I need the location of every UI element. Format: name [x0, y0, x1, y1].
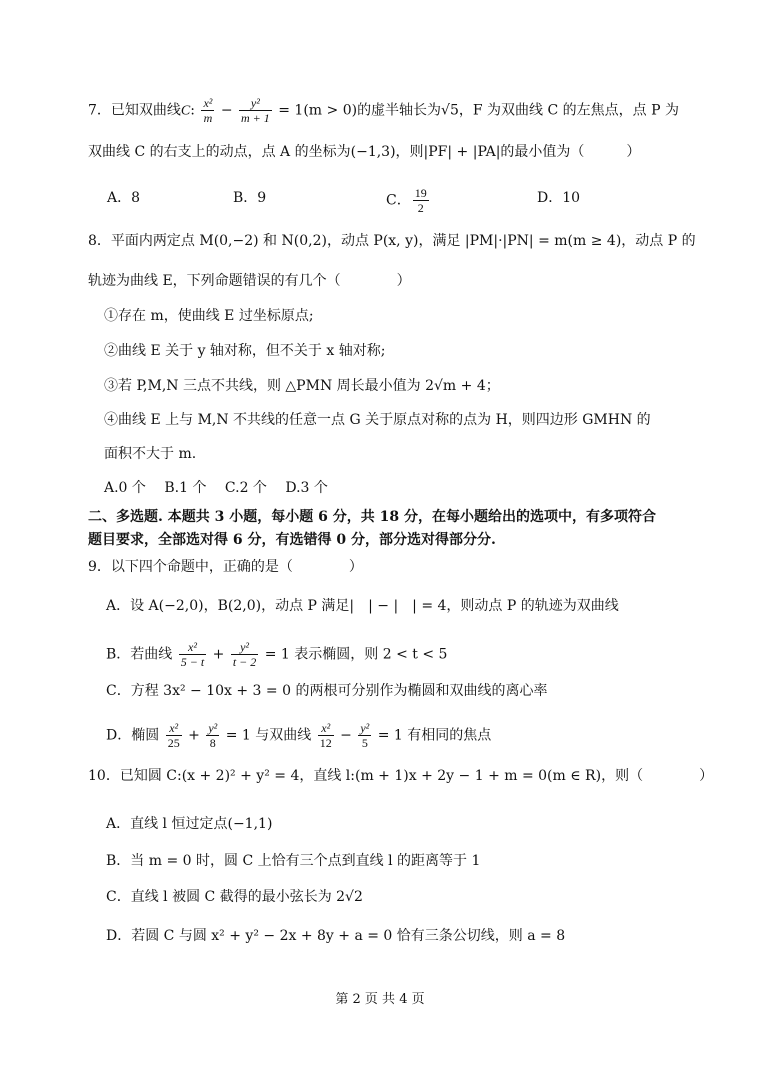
- q9-b-frac2: $\frac{\text{y²}}{t - 2}$: [232, 640, 257, 669]
- q7-frac2: $\frac{\text{y²}}{m + 1}$: [241, 96, 270, 125]
- q7-minus: −: [220, 102, 233, 119]
- q8-line2: 轨迹为曲线 E，下列命题错误的有几个（ ）: [88, 273, 411, 289]
- q7-option-c: C． $\frac{19}{2}$: [386, 186, 427, 215]
- q7-colon: :: [190, 102, 195, 119]
- q9-option-b: B．若曲线 $\frac{\text{x²}}{5 - t}$ + $\frac{\text{y²}}{t - 2}$ = 1 表示椭圆，则 2 < t < 5: [106, 640, 448, 669]
- q8-options: A.0 个 B.1 个 C.2 个 D.3 个: [104, 480, 328, 496]
- q10-option-d: D．若圆 C 与圆 x² + y² − 2x + 8y + a = 0 恰有三条公切线，则 a = 8: [106, 928, 566, 944]
- q9-option-a: A．设 A(−2,0)，B(2,0)，动点 P 满足| | − | | = 4，则动点 P 的轨迹为双曲线: [106, 598, 619, 614]
- q7-option-d: D．10: [537, 190, 581, 206]
- q7-option-b: B．9: [233, 190, 267, 206]
- q8-statement-1: ①存在 m，使曲线 E 过坐标原点;: [104, 308, 314, 324]
- q9-d-frac2: $\frac{\text{y²}}{8}$: [208, 721, 218, 750]
- q8-statement-3: ③若 P,M,N 三点不共线，则 △PMN 周长最小值为 2√m + 4；: [104, 378, 500, 394]
- q10-option-c: C．直线 l 被圆 C 截得的最小弦长为 2√2: [106, 889, 363, 905]
- q8-line1: 8．平面内两定点 M(0,−2) 和 N(0,2)，动点 P(x, y)，满足 |PM|·|PN| = m(m ≥ 4)，动点 P 的: [88, 233, 696, 249]
- q7-curve-name: C: [180, 103, 191, 119]
- q7-condition: 的虚半轴长为√5，F 为双曲线 C 的左焦点，点 P 为: [357, 102, 679, 119]
- q9-b-frac1: $\frac{\text{x²}}{5 - t}$: [180, 640, 205, 669]
- q8-statement-4a: ④曲线 E 上与 M,N 不共线的任意一点 G 关于原点对称的点为 H，则四边形 GMHN 的: [104, 412, 651, 428]
- section2-heading-line1: 二、多选题. 本题共 3 小题，每小题 6 分，共 18 分，在每小题给出的选项中，有多项符合: [88, 509, 656, 525]
- q10-stem: 10．已知圆 C:(x + 2)² + y² = 4，直线 l:(m + 1)x + 2y − 1 + m = 0(m ∈ R)，则（ ）: [88, 768, 714, 784]
- q7-line1: [88, 96, 679, 125]
- q8-statement-2: ②曲线 E 关于 y 轴对称，但不关于 x 轴对称;: [104, 343, 386, 359]
- q9-d-frac4: $\frac{\text{y²}}{5}$: [360, 721, 370, 750]
- q7-option-c-frac: $\frac{19}{2}$: [414, 186, 427, 215]
- q9-option-c: C．方程 3x² − 10x + 3 = 0 的两根可分别作为椭圆和双曲线的离心率: [106, 683, 548, 699]
- q10-option-b: B．当 m = 0 时，圆 C 上恰有三个点到直线 l 的距离等于 1: [106, 853, 481, 869]
- q9-option-d: D．椭圆 $\frac{\text{x²}}{25}$ + $\frac{\text{y²}}{8}$ = 1 与双曲线 $\frac{\text{x²}}{12}$ − $\frac{\text{y²}}{5}$ = 1 有相同的焦点: [106, 721, 492, 750]
- q7-frac1: $\frac{\text{x²}}{m}$: [203, 96, 213, 125]
- q7-line2: 双曲线 C 的右支上的动点，点 A 的坐标为(−1,3)，则|PF| + |PA|的最小值为（ ）: [88, 144, 641, 160]
- q10-option-a: A．直线 l 恒过定点(−1,1): [106, 816, 273, 832]
- q9-d-frac3: $\frac{\text{x²}}{12}$: [319, 721, 332, 750]
- q7-equation-tail: = 1(m > 0): [278, 102, 358, 119]
- q9-d-frac1: $\frac{\text{x²}}{25}$: [167, 721, 180, 750]
- q9-stem: 9．以下四个命题中，正确的是（ ）: [88, 559, 363, 575]
- q8-statement-4b: 面积不大于 m.: [104, 446, 197, 462]
- q7-intro: 7．已知双曲线: [88, 102, 181, 119]
- section2-heading-line2: 题目要求，全部选对得 6 分，有选错得 0 分，部分选对得部分分.: [88, 532, 496, 548]
- page-footer: 第 2 页 共 4 页: [335, 992, 425, 1007]
- q7-option-a: A．8: [107, 190, 141, 206]
